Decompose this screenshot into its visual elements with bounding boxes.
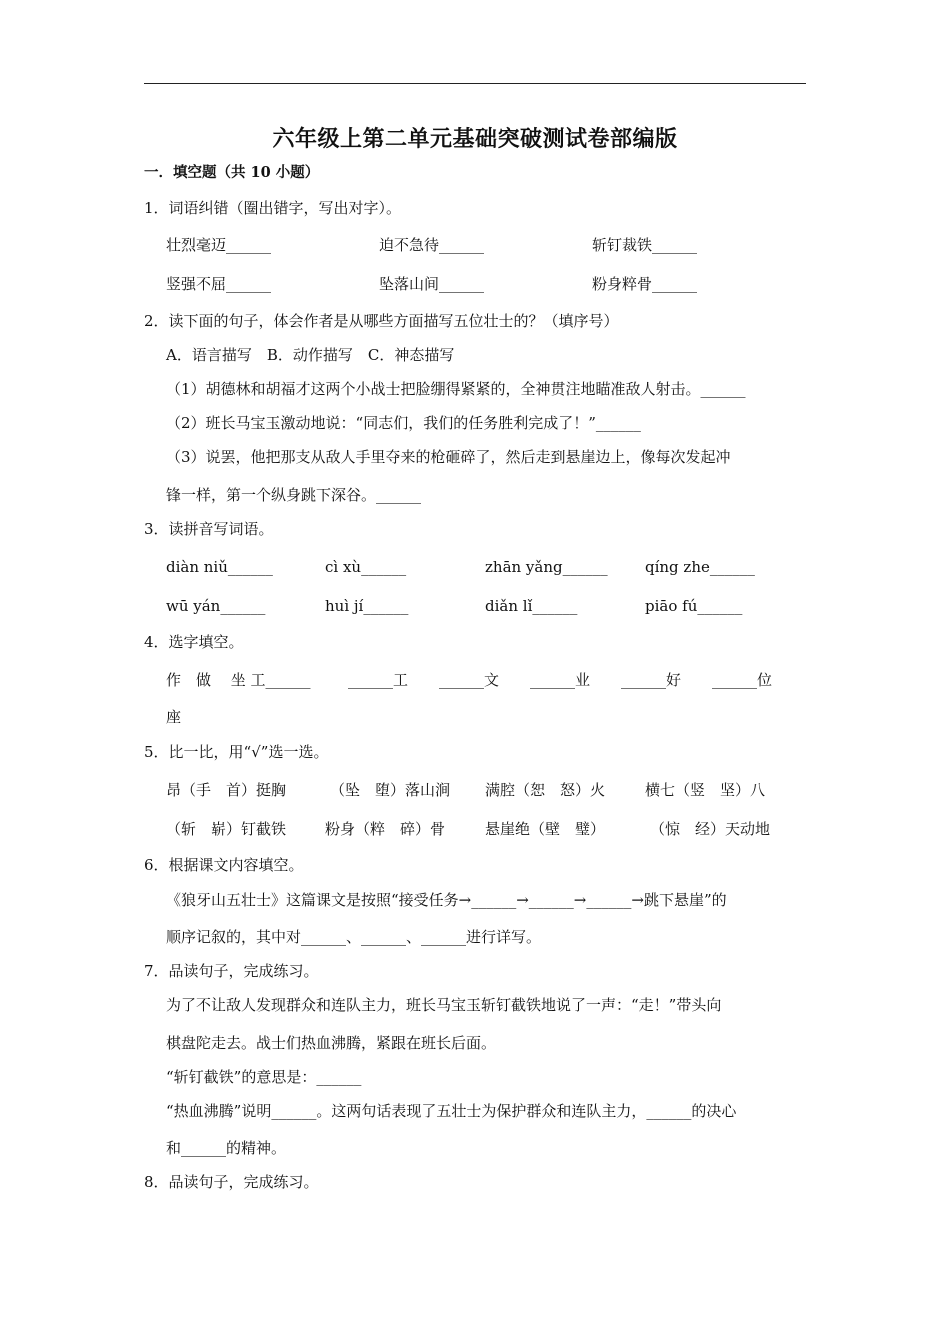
- q5-item: 横七（竖 坚）八: [645, 781, 766, 799]
- pinyin-item: wū yán______: [166, 597, 266, 615]
- header-rule: [144, 83, 806, 84]
- page-title: 六年级上第二单元基础突破测试卷部编版: [272, 126, 678, 152]
- q5-item: （斩 崭）钉截铁: [166, 820, 287, 838]
- q5-item: （惊 经）天动地: [650, 820, 771, 838]
- q5-item: 粉身（粹 碎）骨: [325, 820, 446, 838]
- q1-item: 竖强不屈______: [166, 275, 272, 293]
- q4-item: ______位: [712, 671, 773, 689]
- q2-sentence-3a: （3）说罢，他把那支从敌人手里夺来的枪砸碎了，然后走到悬崖边上，像每次发起冲: [166, 448, 731, 466]
- q7-line-3: “斩钉截铁”的意思是：______: [166, 1068, 362, 1086]
- pinyin-item: qíng zhe______: [645, 558, 755, 576]
- pinyin-item: diǎn lǐ______: [485, 597, 578, 615]
- q1-item: 壮烈毫迈______: [166, 236, 272, 254]
- q2-sentence-2: （2）班长马宝玉激动地说：“同志们，我们的任务胜利完成了！”______: [166, 414, 641, 432]
- pinyin-item: zhān yǎng______: [485, 558, 608, 576]
- q7-line-2: 棋盘陀走去。战士们热血沸腾，紧跟在班长后面。: [166, 1034, 497, 1052]
- q4-tail: 座: [166, 708, 182, 726]
- question-3-prompt: 3．读拼音写词语。: [144, 520, 274, 538]
- question-8-prompt: 8．品读句子，完成练习。: [144, 1173, 319, 1191]
- question-6-prompt: 6．根据课文内容填空。: [144, 856, 304, 874]
- question-1-prompt: 1．词语纠错（圈出错字，写出对字）。: [144, 199, 402, 217]
- q1-item: 坠落山间______: [379, 275, 485, 293]
- q5-item: 悬崖绝（壁 璧）: [485, 820, 606, 838]
- q1-item: 迫不急待______: [379, 236, 485, 254]
- question-7-prompt: 7．品读句子，完成练习。: [144, 962, 319, 980]
- question-4-prompt: 4．选字填空。: [144, 633, 244, 651]
- q5-item: 满腔（恕 怒）火: [485, 781, 606, 799]
- q7-line-4: “热血沸腾”说明______。这两句话表现了五壮士为保护群众和连队主力，______的决心: [166, 1102, 737, 1120]
- q6-line-2: 顺序记叙的，其中对______、______、______进行详写。: [166, 928, 542, 946]
- q4-item: ______文: [439, 671, 500, 689]
- section-heading: 一．填空题（共 10 小题）: [144, 164, 320, 181]
- q4-item: ______好: [621, 671, 682, 689]
- q4-item: ______业: [530, 671, 591, 689]
- question-5-prompt: 5．比一比，用“√”选一选。: [144, 743, 329, 761]
- pinyin-item: piāo fú______: [645, 597, 743, 615]
- pinyin-item: cì xù______: [325, 558, 407, 576]
- q1-item: 斩钉裁铁______: [592, 236, 698, 254]
- q5-item: 昂（手 首）挺胸: [166, 781, 287, 799]
- q1-item: 粉身粹骨______: [592, 275, 698, 293]
- question-2-prompt: 2．读下面的句子，体会作者是从哪些方面描写五位壮士的？（填序号）: [144, 312, 619, 330]
- q7-line-1: 为了不让敌人发现群众和连队主力，班长马宝玉斩钉截铁地说了一声：“走！”带头向: [166, 996, 722, 1014]
- q7-line-5: 和______的精神。: [166, 1139, 287, 1157]
- q6-line-1: 《狼牙山五壮士》这篇课文是按照“接受任务→______→______→______→跳下悬崖”的: [166, 891, 727, 909]
- q2-sentence-1: （1）胡德林和胡福才这两个小战士把脸绷得紧紧的，全神贯注地瞄准敌人射击。______: [166, 380, 746, 398]
- q5-item: （坠 堕）落山涧: [330, 781, 451, 799]
- q2-sentence-3b: 锋一样，第一个纵身跳下深谷。______: [166, 486, 422, 504]
- q4-item: 作 做 坐 工______: [166, 671, 311, 689]
- pinyin-item: huì jí______: [325, 597, 409, 615]
- q4-item: ______工: [348, 671, 409, 689]
- pinyin-item: diàn niǔ______: [166, 558, 273, 576]
- q2-options: A．语言描写 B．动作描写 C．神态描写: [166, 346, 455, 364]
